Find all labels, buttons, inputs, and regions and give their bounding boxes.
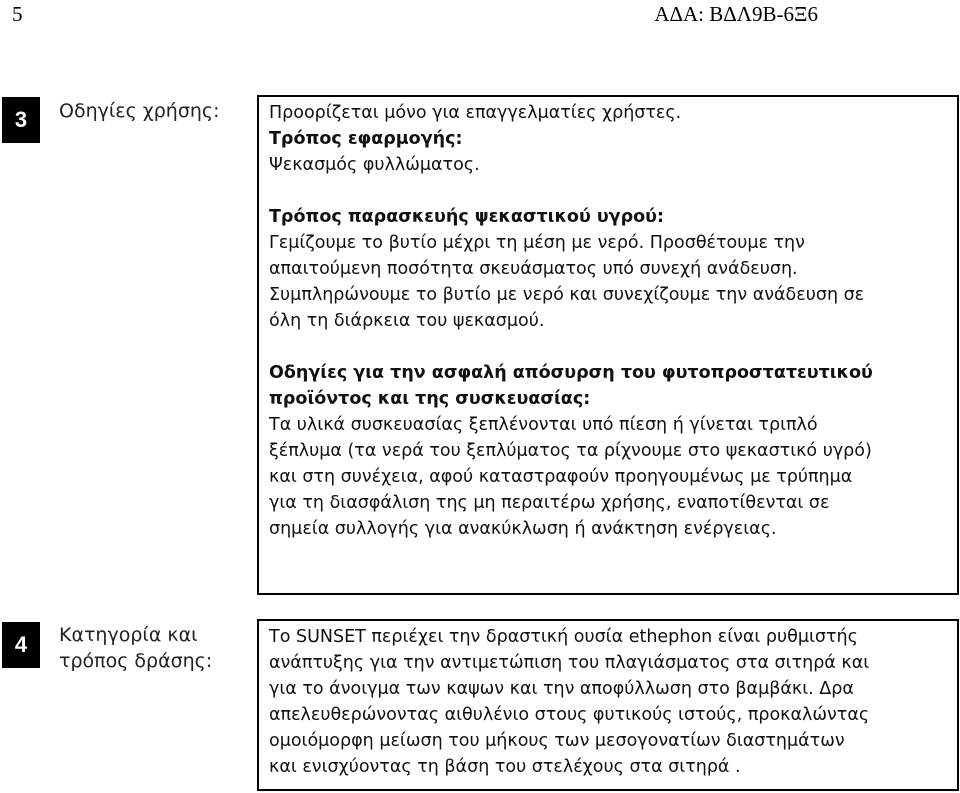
method-text: Ψεκασμός φυλλώματος. bbox=[269, 155, 480, 175]
text-line: για το άνοιγμα των καψων και την αποφύλλωση στο βαμβάκι. Δρα bbox=[269, 679, 854, 699]
text-line: σημεία συλλογής για ανακύκλωση ή ανάκτηση ενέργειας. bbox=[269, 519, 777, 539]
text-line: Τα υλικά συσκευασίας ξεπλένονται υπό πίεση ή γίνεται τριπλό bbox=[269, 415, 818, 435]
prep-heading: Τρόπος παρασκευής ψεκαστικού υγρού: bbox=[269, 207, 664, 227]
disposal-heading: προϊόντος και της συσκευασίας: bbox=[269, 389, 591, 409]
method-heading: Τρόπος εφαρμογής: bbox=[269, 129, 463, 149]
page-number: 5 bbox=[12, 2, 23, 26]
intro-text: Προορίζεται μόνο για επαγγελματίες χρήστες. bbox=[269, 103, 682, 123]
text-line: όλη τη διάρκεια του ψεκασμού. bbox=[269, 311, 545, 331]
text-line: και ενισχύοντας τη βάση του στελέχους στα σιτηρά . bbox=[269, 757, 741, 777]
disposal-heading: Οδηγίες για την ασφαλή απόσυρση του φυτοπροστατευτικού bbox=[269, 363, 873, 383]
text-line: ξέπλυμα (τα νερά του ξεπλύματος τα ρίχνουμε στο ψεκαστικό υγρό) bbox=[269, 441, 872, 461]
section-label: Οδηγίες χρήσης: bbox=[59, 100, 220, 122]
label-line: τρόπος δράσης: bbox=[59, 650, 213, 672]
ada-code: ΑΔΑ: ΒΔΛ9Β-6Ξ6 bbox=[654, 2, 818, 26]
section-label bbox=[59, 622, 212, 674]
text-line: Γεμίζουμε το βυτίο μέχρι τη μέση με νερό. Προσθέτουμε την bbox=[269, 233, 805, 253]
section-number-badge: 3 bbox=[2, 97, 40, 143]
text-line: απαιτούμενη ποσότητα σκευάσματος υπό συνεχή ανάδευση. bbox=[269, 259, 798, 279]
label-line: Κατηγορία και bbox=[59, 624, 198, 646]
text-line: ομοιόμορφη μείωση του μήκους των μεσογονατίων διαστημάτων bbox=[269, 731, 845, 751]
text-line: ανάπτυξης για την αντιμετώπιση του πλαγιάσματος στα σιτηρά και bbox=[269, 653, 870, 673]
text-line: απελευθερώνοντας αιθυλένιο στους φυτικούς ιστούς, προκαλώντας bbox=[269, 705, 870, 725]
text-line: Συμπληρώνουμε το βυτίο με νερό και συνεχίζουμε την ανάδευση σε bbox=[269, 285, 865, 305]
action-box bbox=[257, 619, 959, 791]
text-line: Το SUNSET περιέχει την δραστική ουσία ethephon είναι ρυθμιστής bbox=[269, 627, 858, 647]
instructions-box bbox=[257, 95, 959, 595]
section-number-badge: 4 bbox=[2, 622, 40, 668]
text-line: για τη διασφάλιση της μη περαιτέρω χρήσης, εναποτίθενται σε bbox=[269, 493, 830, 513]
text-line: και στη συνέχεια, αφού καταστραφούν προηγουμένως με τρύπημα bbox=[269, 467, 853, 487]
